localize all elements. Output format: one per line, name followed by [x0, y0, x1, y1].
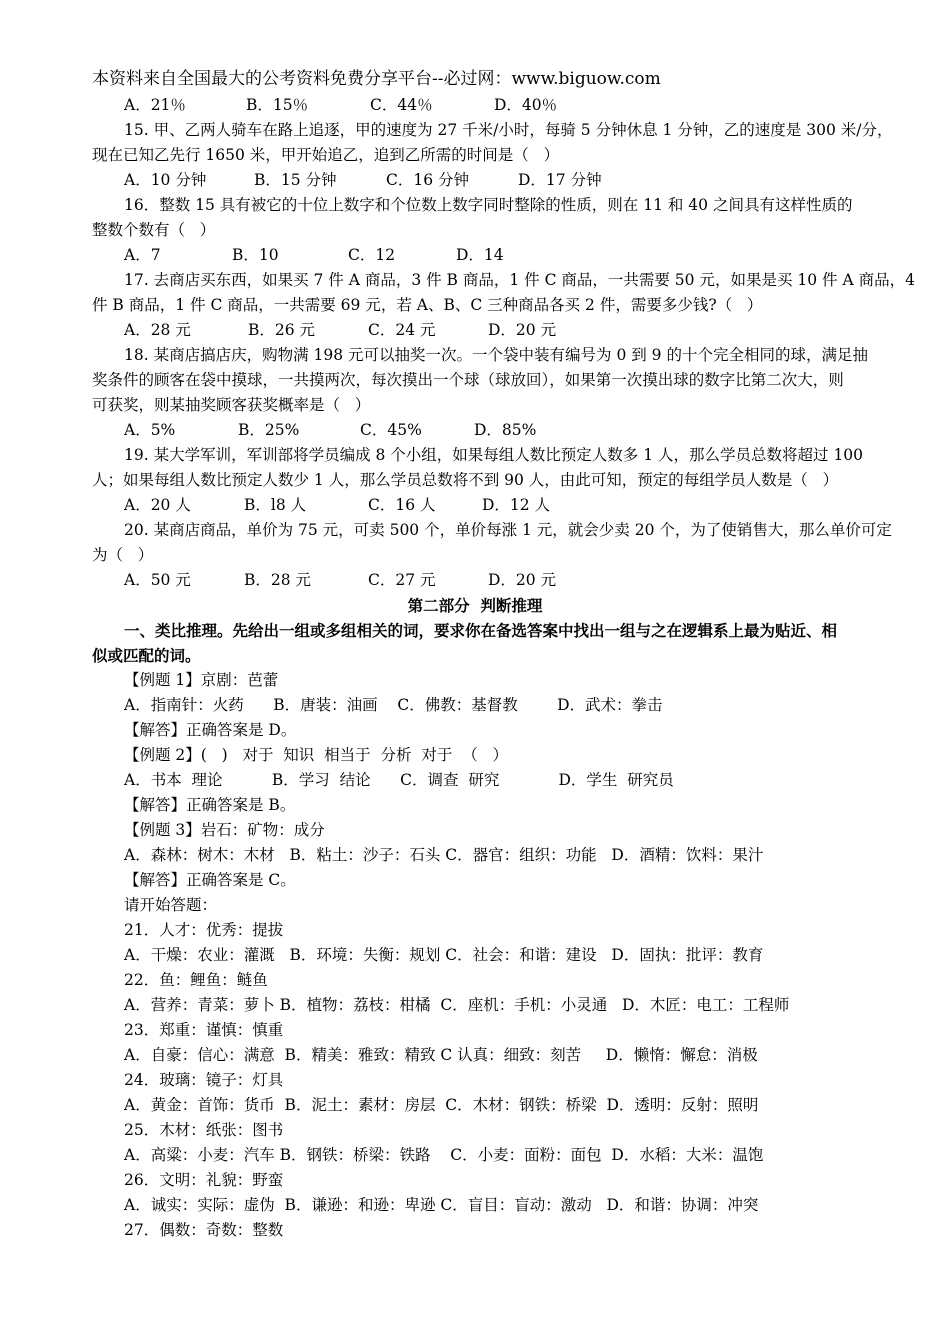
option-c: C．16 分钟 [386, 171, 470, 189]
option-d: D．14 [456, 246, 504, 264]
q18-options [0, 418, 950, 443]
q18-text-3: 可获奖，则某抽奖顾客获奖概率是（ ） [92, 396, 371, 414]
q26-options: A．诚实：实际：虚伪 B．谦逊：和逊：卑逊 C．盲目：盲动：激动 D．和谐：协调：冲突 [124, 1196, 759, 1214]
q24-text: 24．玻璃：镜子：灯具 [124, 1071, 284, 1089]
q27-text: 27．偶数：奇数：整数 [124, 1221, 284, 1239]
example-3-answer: 【解答】正确答案是 C。 [124, 871, 296, 889]
document-page [0, 66, 950, 1243]
source-header: 本资料来自全国最大的公考资料免费分享平台--必过网：www.biguow.com [92, 69, 661, 89]
example-3-title: 【例题 3】岩石：矿物：成分 [124, 821, 325, 839]
option-d: D．85% [474, 421, 537, 439]
option-b: B．26 元 [248, 321, 316, 339]
q22-text: 22．鱼：鲤鱼：鲢鱼 [124, 971, 268, 989]
q15-text-1: 15. 甲、乙两人骑车在路上追逐，甲的速度为 27 千米/小时，每骑 5 分钟休息 1 分钟，乙的速度是 300 米/分， [124, 121, 893, 139]
option-b: B．25% [238, 421, 300, 439]
option-a: A．5% [124, 421, 176, 439]
q26-text: 26．文明：礼貌：野蛮 [124, 1171, 284, 1189]
q19-text-2: 人；如果每组人数比预定人数少 1 人，那么学员总数将不到 90 人，由此可知，预定的每组学员人数是（ ） [92, 471, 839, 489]
q25-text: 25．木材：纸张：图书 [124, 1121, 284, 1139]
q22-options: A．营养：青菜：萝卜 B．植物：荔枝：柑橘 C．座机：手机：小灵通 D．木匠：电工：工程师 [124, 996, 790, 1014]
q17-text-2: 件 B 商品，1 件 C 商品，一共需要 69 元，若 A、B、C 三种商品各买 2 件，需要多少钱?（ ） [92, 296, 763, 314]
q19-text-1: 19. 某大学军训，军训部将学员编成 8 个小组，如果每组人数比预定人数多 1 人，那么学员总数将超过 100 [124, 446, 864, 464]
option-a: A．7 [124, 246, 161, 264]
option-d: D．20 元 [488, 571, 557, 589]
example-2-options: A．书本 理论 B．学习 结论 C．调查 研究 D．学生 研究员 [124, 771, 674, 789]
option-a: A．50 元 [124, 571, 191, 589]
option-c: C．45% [360, 421, 422, 439]
option-c: C．27 元 [368, 571, 436, 589]
option-c: C．24 元 [368, 321, 436, 339]
example-2-title: 【例题 2】( ) 对于 知识 相当于 分析 对于 （ ） [124, 746, 508, 764]
q23-options: A．自豪：信心：满意 B．精美：雅致：精致 C 认真：细致：刻苦 D．懒惰：懈怠：消极 [124, 1046, 758, 1064]
q16-text-1: 16．整数 15 具有被它的十位上数字和个位数上数字同时整除的性质，则在 11 和 40 之间具有这样性质的 [124, 196, 853, 214]
option-a: A．21％ [124, 96, 186, 114]
q17-options [0, 318, 950, 343]
q21-options: A．干燥：农业：灌溉 B．环境：失衡：规划 C．社会：和谐：建设 D．固执：批评：教育 [124, 946, 764, 964]
q16-options [0, 243, 950, 268]
option-c: C．16 人 [368, 496, 436, 514]
option-c: C．44％ [370, 96, 433, 114]
q16-text-2: 整数个数有（ ） [92, 221, 216, 239]
start-prompt: 请开始答题： [124, 896, 218, 914]
option-d: D．12 人 [482, 496, 551, 514]
q21-text: 21．人才：优秀：提拔 [124, 921, 284, 939]
option-b: B．10 [232, 246, 279, 264]
example-1-title: 【例题 1】京剧：芭蕾 [124, 671, 279, 689]
option-a: A．10 分钟 [124, 171, 207, 189]
q14-options [0, 93, 950, 118]
q20-text-1: 20. 某商店商品，单价为 75 元，可卖 500 个，单价每涨 1 元，就会少卖 20 个，为了使销售大，那么单价可定 [124, 521, 892, 539]
option-a: A．20 人 [124, 496, 191, 514]
q23-text: 23．郑重：谨慎：慎重 [124, 1021, 284, 1039]
q25-options: A．高粱：小麦：汽车 B．钢铁：桥梁：铁路 C．小麦：面粉：面包 D．水稻：大米：温饱 [124, 1146, 764, 1164]
option-d: D．40％ [494, 96, 558, 114]
q15-text-2: 现在已知乙先行 1650 米，甲开始追乙，追到乙所需的时间是（ ） [92, 146, 560, 164]
q15-options [0, 168, 950, 193]
example-3-options: A．森林：树木：木材 B．粘土：沙子：石头 C．器官：组织：功能 D．酒精：饮料：果汁 [124, 846, 764, 864]
q20-options [0, 568, 950, 593]
option-d: D．17 分钟 [518, 171, 602, 189]
option-c: C．12 [348, 246, 396, 264]
example-2-answer: 【解答】正确答案是 B。 [124, 796, 296, 814]
q20-text-2: 为（ ） [92, 546, 154, 564]
option-d: D．20 元 [488, 321, 557, 339]
option-a: A．28 元 [124, 321, 191, 339]
q24-options: A．黄金：首饰：货币 B．泥土：素材：房层 C．木材：钢铁：桥梁 D．透明：反射：照明 [124, 1096, 759, 1114]
example-1-options: A．指南针：火药 B．唐装：油画 C．佛教：基督教 D．武术：拳击 [124, 696, 663, 714]
q19-options [0, 493, 950, 518]
option-b: B．15％ [246, 96, 309, 114]
part2-title: 第二部分 判断推理 [407, 596, 543, 615]
option-b: B．l8 人 [244, 496, 307, 514]
option-b: B．28 元 [244, 571, 312, 589]
q17-text-1: 17. 去商店买东西，如果买 7 件 A 商品，3 件 B 商品，1 件 C 商品，一共需要 50 元，如果是买 10 件 A 商品，4 [124, 271, 915, 289]
section1-heading-2: 似或匹配的词。 [92, 646, 201, 665]
example-1-answer: 【解答】正确答案是 D。 [124, 721, 297, 739]
q18-text-2: 奖条件的顾客在袋中摸球，一共摸两次，每次摸出一个球（球放回），如果第一次摸出球的数字比第二次大，则 [92, 371, 844, 389]
option-b: B．15 分钟 [254, 171, 337, 189]
q18-text-1: 18. 某商店搞店庆，购物满 198 元可以抽奖一次。一个袋中装有编号为 0 到 9 的十个完全相同的球，满足抽 [124, 346, 868, 364]
section1-heading-1: 一、类比推理。先给出一组或多组相关的词，要求你在备选答案中找出一组与之在逻辑系上最为贴近、相 [124, 621, 838, 640]
